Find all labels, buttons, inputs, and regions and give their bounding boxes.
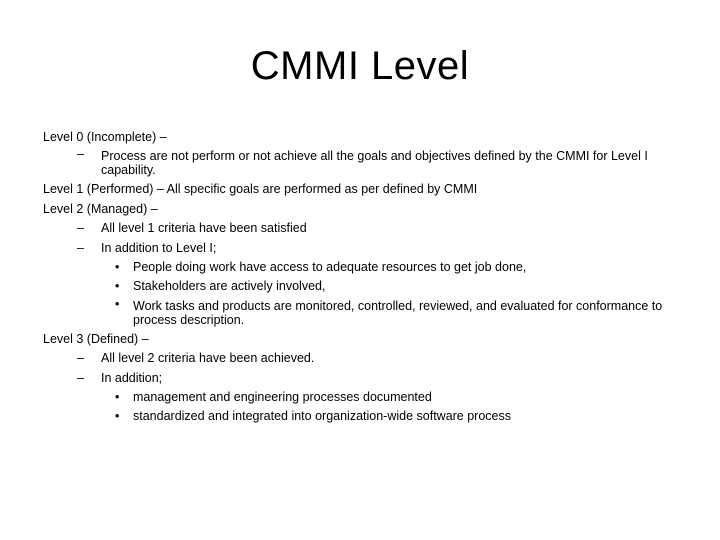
dash-bullet-icon: – <box>77 370 84 385</box>
list-item-text: Level 3 (Defined) – <box>43 331 149 346</box>
list-item-text: All level 1 criteria have been satisfied <box>101 221 307 236</box>
list-item <box>43 277 683 296</box>
list-item <box>43 330 683 349</box>
list-item-text: Level 0 (Incomplete) – <box>43 130 167 144</box>
list-item-text: Process are not perform or not achieve all the goals and objectives defined by the CMMI for Level I capability. <box>101 149 648 178</box>
bullet-list <box>43 128 683 427</box>
slide-title: CMMI Level <box>250 44 470 88</box>
list-item-text: management and engineering processes documented <box>133 390 432 405</box>
list-item <box>43 200 683 219</box>
dot-bullet-icon: • <box>115 296 120 311</box>
list-item <box>43 128 683 147</box>
list-item-text: Level 2 (Managed) – <box>43 201 158 216</box>
list-item-text: Work tasks and products are monitored, controlled, reviewed, and evaluated for conformance to process description. <box>133 298 663 327</box>
list-item <box>43 258 683 277</box>
list-item <box>43 349 683 368</box>
list-item <box>43 388 683 407</box>
dot-bullet-icon: • <box>115 390 120 405</box>
dash-bullet-icon: – <box>77 240 84 255</box>
dash-bullet-icon: – <box>77 221 84 236</box>
dot-bullet-icon: • <box>115 409 120 424</box>
list-item <box>43 180 683 199</box>
list-item-text: People doing work have access to adequate resources to get job done, <box>133 260 527 275</box>
dash-bullet-icon: – <box>77 147 84 162</box>
dot-bullet-icon: • <box>115 279 120 294</box>
list-item <box>43 239 683 258</box>
list-item <box>43 219 683 238</box>
list-item-text: All level 2 criteria have been achieved. <box>101 351 315 366</box>
list-item-text: In addition; <box>101 370 163 385</box>
list-item-text: Stakeholders are actively involved, <box>133 279 326 294</box>
list-item <box>43 369 683 388</box>
list-item-text: In addition to Level I; <box>101 240 217 255</box>
dot-bullet-icon: • <box>115 260 120 275</box>
dash-bullet-icon: – <box>77 351 84 366</box>
list-item <box>43 297 683 330</box>
list-item-text: Level 1 (Performed) – All specific goals are performed as per defined by CMMI <box>43 182 478 197</box>
list-item-text: standardized and integrated into organization-wide software process <box>133 409 512 424</box>
list-item <box>43 407 683 426</box>
list-item <box>43 147 683 180</box>
